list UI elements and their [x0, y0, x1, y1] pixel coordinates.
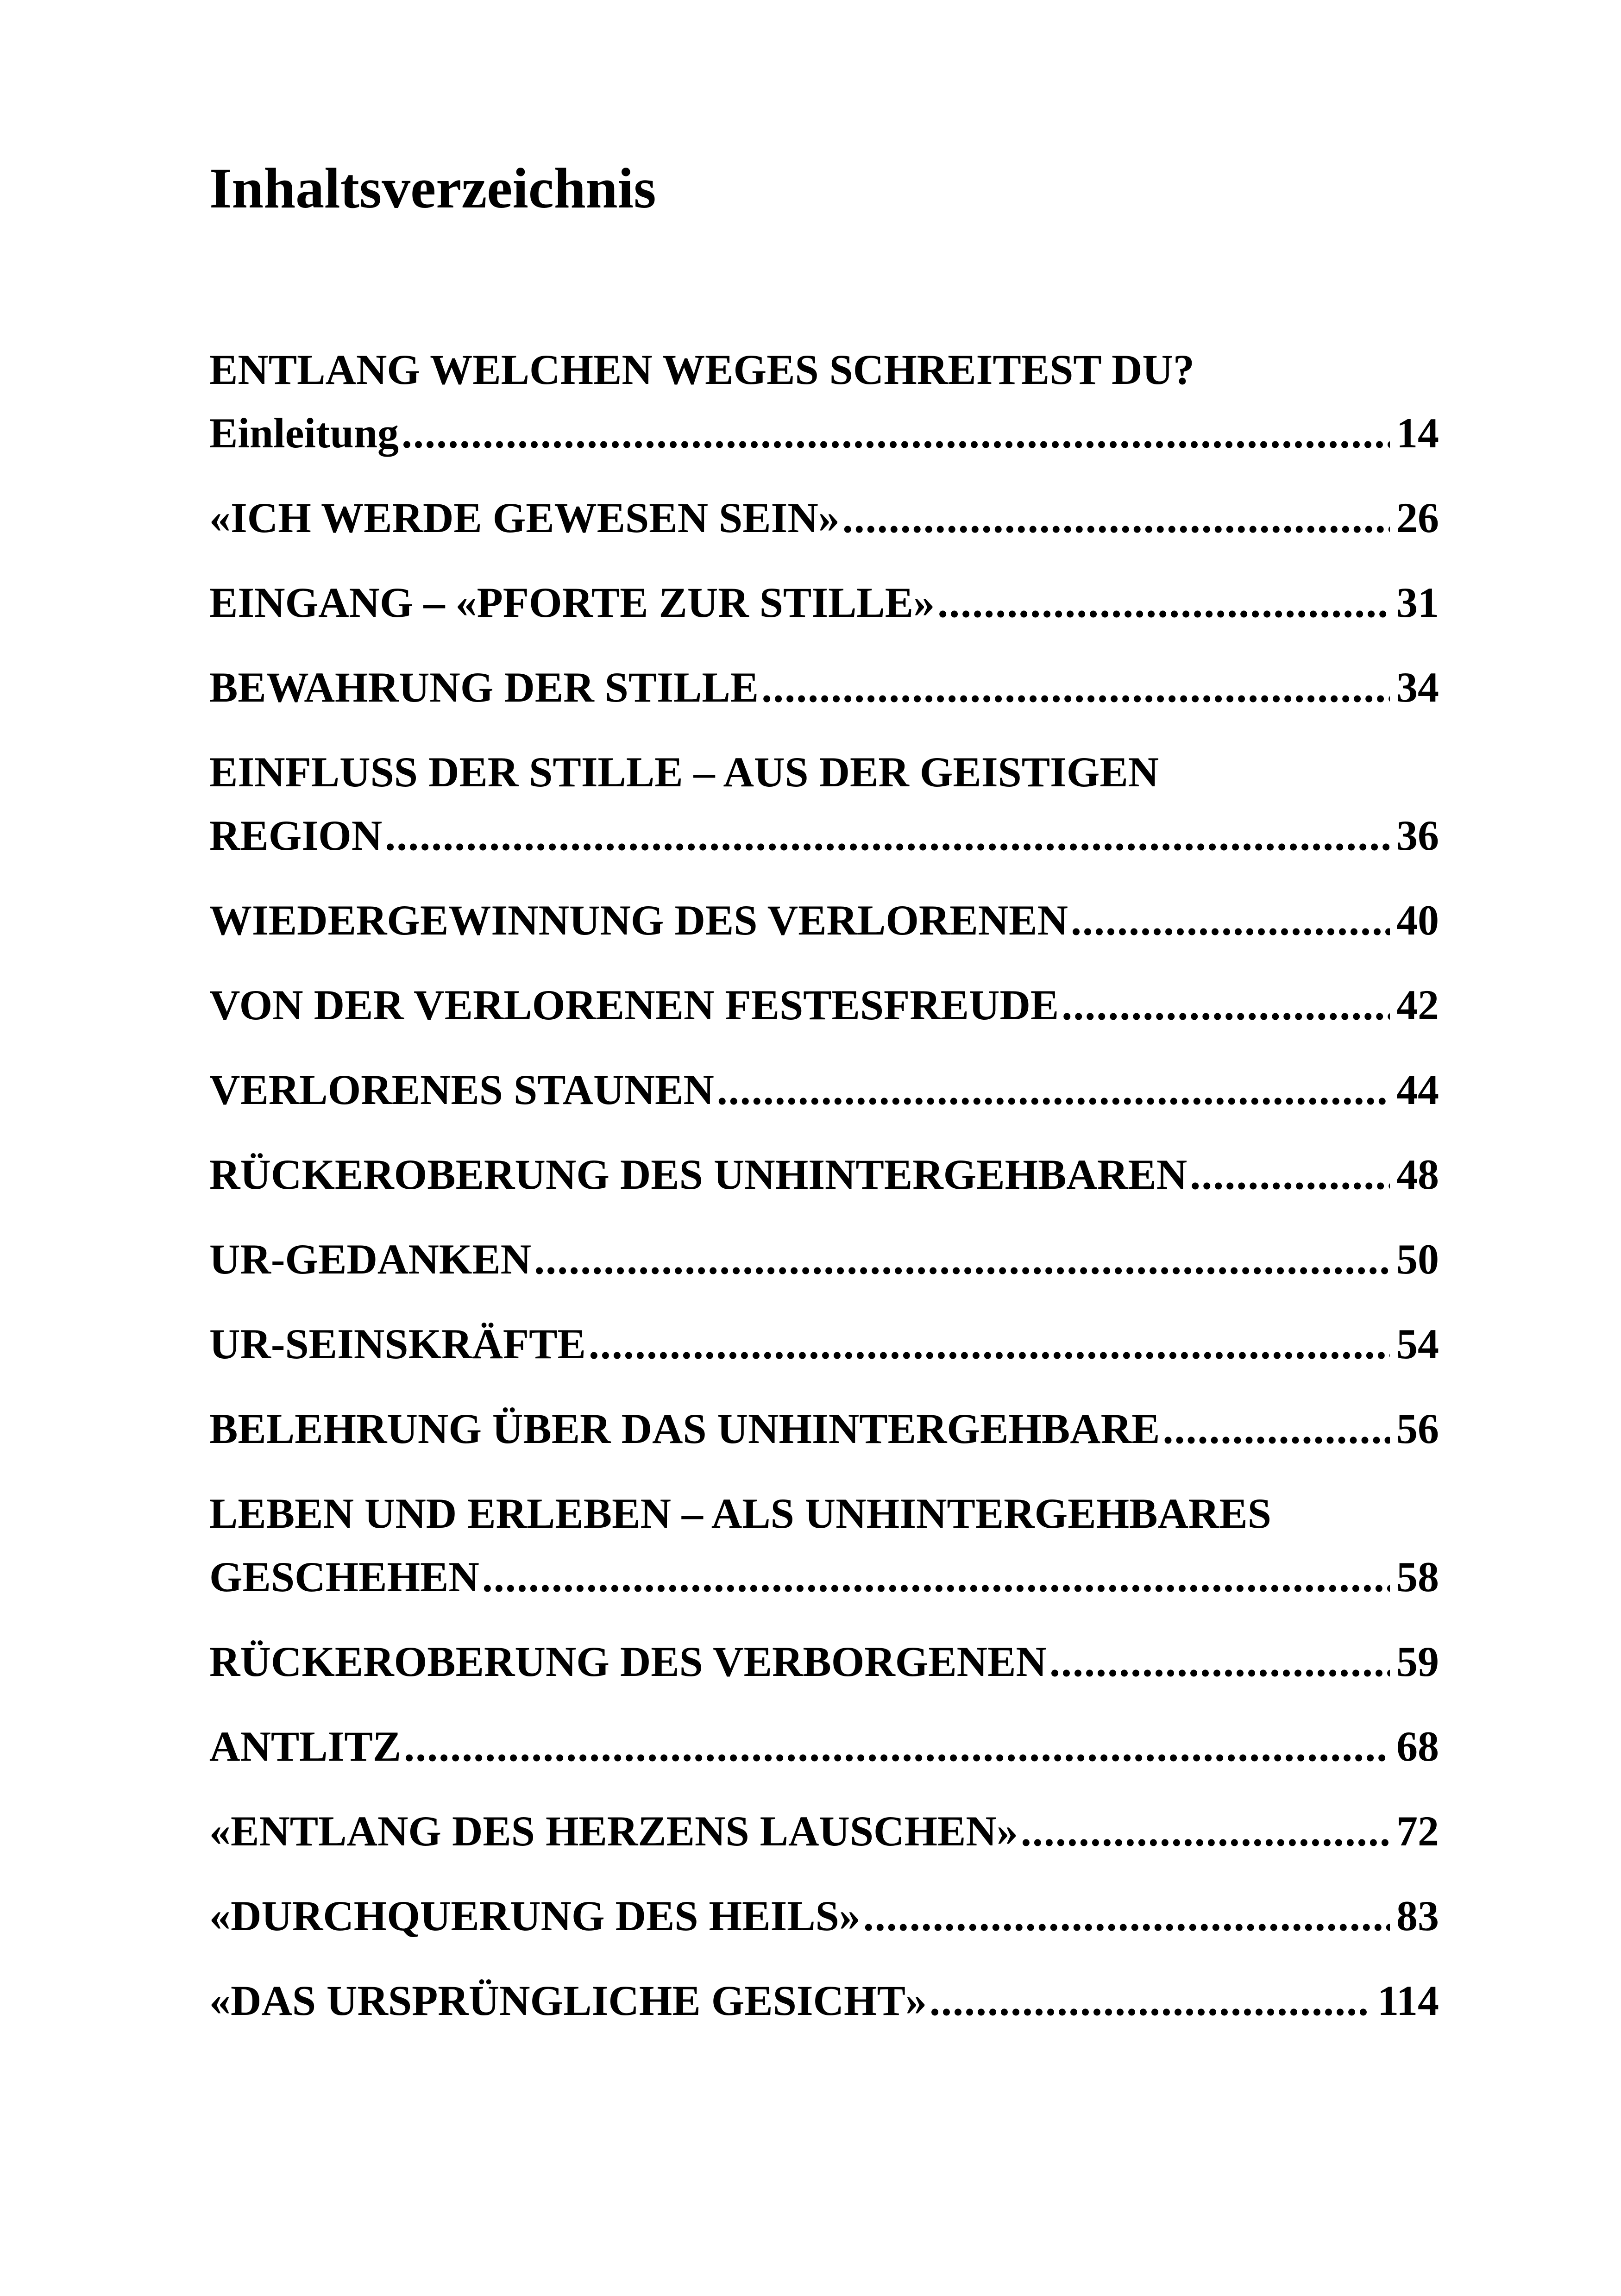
toc-entry[interactable] [209, 889, 1439, 952]
toc-entry-title: GESCHEHEN [209, 1553, 479, 1600]
dot-leader [534, 1228, 1390, 1291]
toc-entry-title: RÜCKEROBERUNG DES UNHINTERGEHBAREN [209, 1151, 1187, 1198]
toc-entry[interactable] [209, 1715, 1439, 1778]
toc-entry[interactable] [209, 1397, 1439, 1461]
toc-entry-page: 31 [1396, 579, 1439, 626]
toc-entry-page: 54 [1396, 1320, 1439, 1368]
toc-entry-page: 48 [1396, 1151, 1439, 1198]
table-of-contents [209, 338, 1439, 2054]
toc-entry-page: 14 [1396, 409, 1439, 457]
toc-entry-title: UR-GEDANKEN [209, 1236, 532, 1283]
toc-entry-title: UR-SEINSKRÄFTE [209, 1320, 586, 1368]
toc-entry-line [209, 1228, 1439, 1291]
dot-leader [385, 804, 1390, 867]
toc-entry[interactable] [209, 1884, 1439, 1948]
toc-entry-page: 58 [1396, 1553, 1439, 1600]
toc-entry[interactable] [209, 1058, 1439, 1122]
toc-entry-page: 34 [1396, 664, 1439, 711]
dot-leader [482, 1545, 1390, 1609]
toc-entry-line [209, 1884, 1439, 1948]
toc-entry-title: VERLORENES STAUNEN [209, 1066, 714, 1113]
dot-leader [1162, 1397, 1390, 1461]
dot-leader [761, 656, 1390, 719]
toc-entry-line [209, 973, 1439, 1037]
toc-entry[interactable] [209, 1143, 1439, 1206]
toc-entry[interactable] [209, 1800, 1439, 1863]
toc-entry-line [209, 486, 1439, 550]
dot-leader [842, 486, 1390, 550]
dot-leader [1190, 1143, 1390, 1206]
toc-entry[interactable] [209, 571, 1439, 634]
toc-entry-title: Einleitung [209, 409, 399, 457]
toc-entry-heading: ENTLANG WELCHEN WEGES SCHREITEST DU? [209, 346, 1194, 393]
toc-entry-title: BELEHRUNG ÜBER DAS UNHINTERGEHBARE [209, 1405, 1160, 1452]
toc-entry-line [209, 1969, 1439, 2033]
toc-entry-line [209, 1058, 1439, 1122]
toc-entry[interactable] [209, 1630, 1439, 1694]
dot-leader [402, 401, 1390, 465]
toc-entry-line [209, 804, 1439, 867]
toc-entry-page: 72 [1396, 1807, 1439, 1855]
toc-entry-line [209, 1630, 1439, 1694]
toc-entry-title: VON DER VERLORENEN FESTESFREUDE [209, 981, 1059, 1029]
toc-entry-page: 68 [1396, 1723, 1439, 1770]
toc-entry-line [209, 1397, 1439, 1461]
toc-entry[interactable] [209, 1312, 1439, 1376]
toc-entry-page: 42 [1396, 981, 1439, 1029]
toc-entry-page: 83 [1396, 1892, 1439, 1939]
toc-entry-line [209, 1800, 1439, 1863]
toc-entry-title: ANTLITZ [209, 1723, 402, 1770]
toc-entry-line [209, 656, 1439, 719]
toc-entry[interactable] [209, 740, 1439, 867]
toc-entry-page: 50 [1396, 1236, 1439, 1283]
toc-entry[interactable] [209, 656, 1439, 719]
dot-leader [930, 1969, 1371, 2033]
toc-entry-title: REGION [209, 812, 383, 859]
toc-entry-title: RÜCKEROBERUNG DES VERBORGENEN [209, 1638, 1047, 1685]
toc-entry-title: «ENTLANG DES HERZENS LAUSCHEN» [209, 1807, 1018, 1855]
dot-leader [717, 1058, 1390, 1122]
dot-leader [937, 571, 1390, 634]
toc-entry-line [209, 1715, 1439, 1778]
toc-entry-title: «DAS URSPRÜNGLICHE GESICHT» [209, 1977, 927, 2024]
toc-entry-title: «ICH WERDE GEWESEN SEIN» [209, 494, 840, 541]
toc-entry-line [209, 1143, 1439, 1206]
toc-entry-page: 44 [1396, 1066, 1439, 1113]
toc-entry[interactable] [209, 338, 1439, 465]
toc-entry-page: 40 [1396, 897, 1439, 944]
toc-entry-heading: EINFLUSS DER STILLE – AUS DER GEISTIGEN [209, 748, 1159, 796]
toc-entry[interactable] [209, 1228, 1439, 1291]
toc-entry-page: 36 [1396, 812, 1439, 859]
toc-entry-page: 26 [1396, 494, 1439, 541]
dot-leader [404, 1715, 1390, 1778]
toc-entry-line [209, 401, 1439, 465]
toc-entry[interactable] [209, 486, 1439, 550]
toc-entry-line [209, 1545, 1439, 1609]
toc-entry-line [209, 571, 1439, 634]
dot-leader [1062, 973, 1390, 1037]
dot-leader [1049, 1630, 1390, 1694]
dot-leader [1021, 1800, 1390, 1863]
toc-entry-page: 56 [1396, 1405, 1439, 1452]
toc-entry[interactable] [209, 973, 1439, 1037]
dot-leader [589, 1312, 1390, 1376]
dot-leader [1071, 889, 1390, 952]
dot-leader [863, 1884, 1390, 1948]
toc-entry-heading: LEBEN UND ERLEBEN – ALS UNHINTERGEHBARES [209, 1490, 1271, 1537]
toc-entry-title: «DURCHQUERUNG DES HEILS» [209, 1892, 861, 1939]
page-title: Inhaltsverzeichnis [209, 157, 656, 220]
toc-entry[interactable] [209, 1969, 1439, 2033]
toc-entry-page: 114 [1377, 1977, 1439, 2024]
toc-entry-line [209, 1312, 1439, 1376]
toc-entry-title: BEWAHRUNG DER STILLE [209, 664, 759, 711]
toc-entry-title: EINGANG – «PFORTE ZUR STILLE» [209, 579, 935, 626]
toc-entry[interactable] [209, 1482, 1439, 1609]
toc-entry-title: WIEDERGEWINNUNG DES VERLORENEN [209, 897, 1068, 944]
toc-entry-page: 59 [1396, 1638, 1439, 1685]
toc-entry-line [209, 889, 1439, 952]
